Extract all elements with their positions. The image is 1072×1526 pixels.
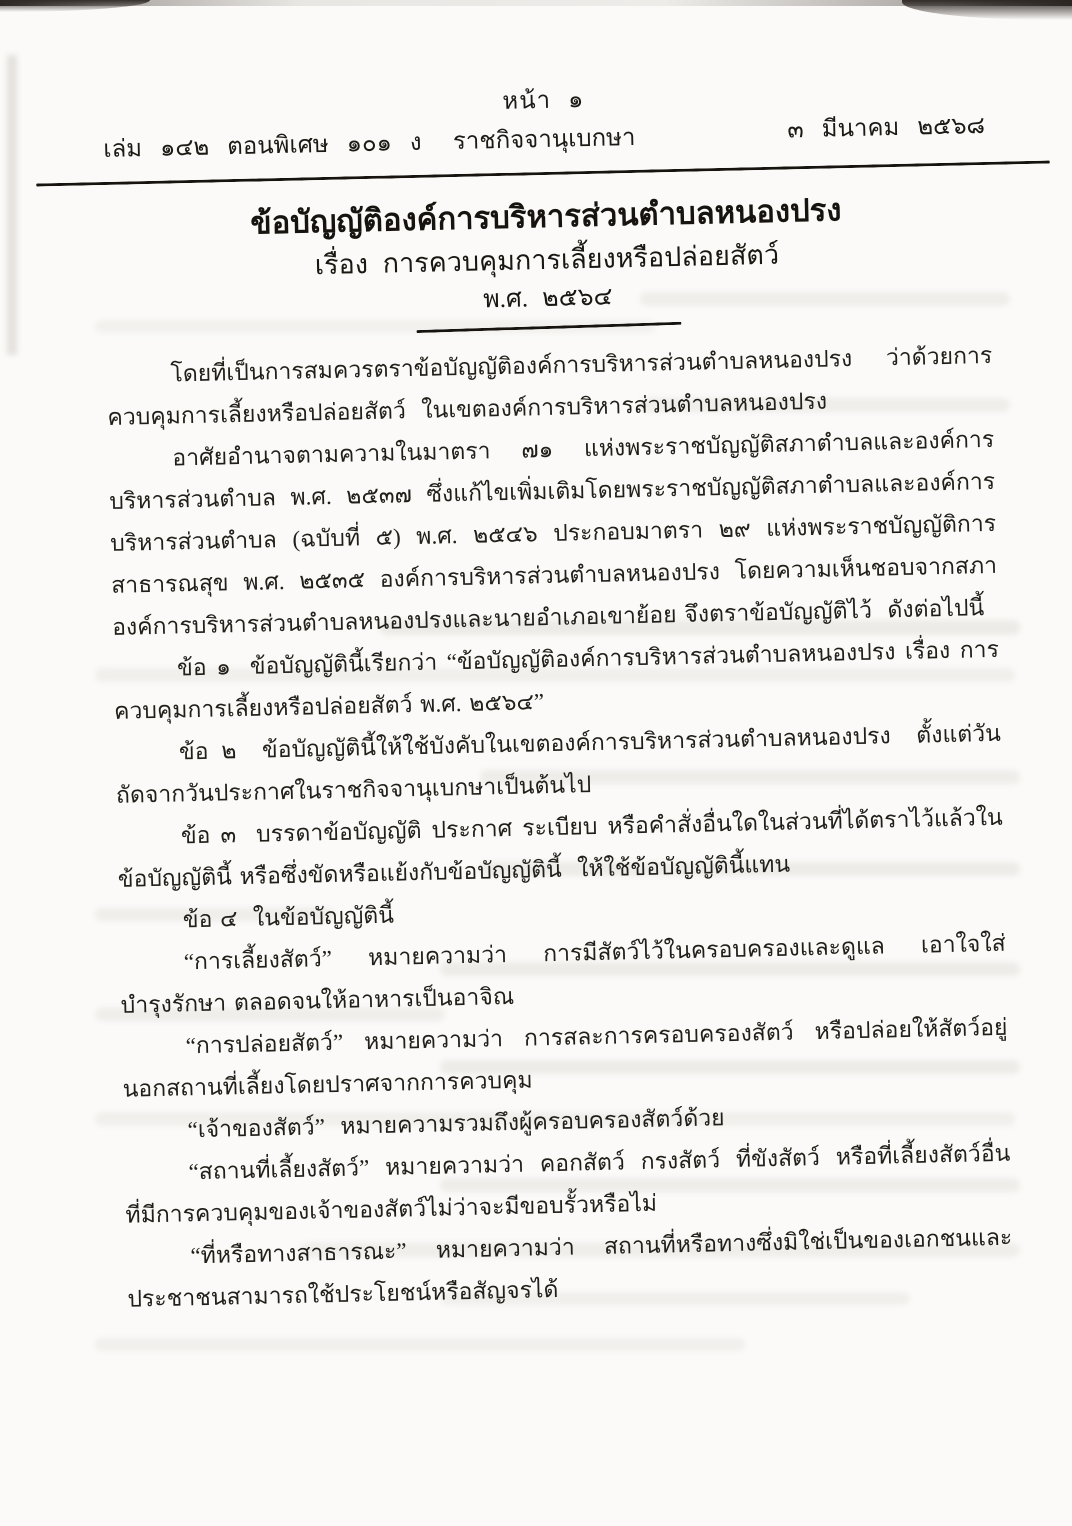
document-body — [106, 335, 1022, 1321]
body-paragraph: “สถานที่เลี้ยงสัตว์” หมายความว่า คอกสัตว์ กรงสัตว์ ที่ขังสัตว์ หรือที่เลี้ยงสัตว์อื่นที่มีการควบคุมของเจ้าของสัตว์ไม่ว่าจะมีขอบรั้วหรือไม่ — [125, 1140, 1011, 1228]
scan-edge-top-right — [902, 0, 1072, 20]
body-paragraph: “เจ้าของสัตว์” หมายความรวมถึงผู้ครอบครองสัตว์ด้วย — [187, 1105, 725, 1143]
document-sheet — [100, 76, 1022, 1321]
body-paragraph: ข้อ ๒ ข้อบัญญัตินี้ให้ใช้บังคับในเขตองค์การบริหารส่วนตำบลหนองปรง ตั้งแต่วันถัดจากวันประกาศในราชกิจจานุเบกษาเป็นต้นไป — [115, 720, 1002, 808]
gazette-name: ราชกิจจานุเบกษา — [452, 124, 636, 156]
scan-edge-left-streak — [7, 55, 17, 355]
body-paragraph: “การเลี้ยงสัตว์” หมายความว่า การมีสัตว์ไว้ในครอบครองและดูแล เอาใจใส่ บำรุงรักษา ตลอดจนให้อาหารเป็นอาจิณ — [120, 930, 1022, 1018]
bleed-through-artifact — [95, 1338, 745, 1351]
body-paragraph: โดยที่เป็นการสมควรตราข้อบัญญัติองค์การบริหารส่วนตำบลหนองปรง ว่าด้วยการควบคุมการเลี้ยงหรือปล่อยสัตว์ ในเขตองค์การบริหารส่วนตำบลหนองปรง — [107, 342, 993, 430]
volume-label: เล่ม ๑๔๒ ตอนพิเศษ ๑๐๑ ง — [103, 129, 422, 163]
body-paragraph: อาศัยอำนาจตามความในมาตรา ๗๑ แห่งพระราชบัญญัติสภาตำบลและองค์การบริหารส่วนตำบล พ.ศ. ๒๕๓๗ ซึ่งแก้ไขเพิ่มเติมโดยพระราชบัญญัติสภาตำบลและองค์การบริหารส่วนตำบล (ฉบับที่ ๕) พ.ศ. ๒๕๔๖ ประกอบมาตรา ๒๙ แห่งพระราชบัญญัติการสาธารณสุข พ.ศ. ๒๕๓๕ องค์การบริหารส่วนตำบลหนองปรง โดยความเห็นชอบจากสภาองค์การบริหารส่วนตำบลหนองปรงและนายอำเภอเขาย้อย จึงตราข้อบัญญัติไว้ ดังต่อไปนี้ — [109, 426, 998, 640]
page-number-label: หน้า ๑ — [502, 87, 585, 115]
scan-edge-top-left — [0, 0, 150, 12]
document-year: พ.ศ. ๒๕๖๔ — [482, 283, 613, 314]
body-paragraph: ข้อ ๓ บรรดาข้อบัญญัติ ประกาศ ระเบียบ หรือคำสั่งอื่นใดในส่วนที่ได้ตราไว้แล้วในข้อบัญญัตินี้ หรือซึ่งขัดหรือแย้งกับข้อบัญญัตินี้ ให้ใช้ข้อบัญญัตินี้แทน — [117, 804, 1003, 892]
body-paragraph: “ที่หรือทางสาธารณะ” หมายความว่า สถานที่หรือทางซึ่งมิใช่เป็นของเอกชนและประชาชนสามารถใช้ประโยชน์หรือสัญจรได้ — [127, 1224, 1013, 1312]
body-paragraph: ข้อ ๑ ข้อบัญญัตินี้เรียกว่า “ข้อบัญญัติองค์การบริหารส่วนตำบลหนองปรง เรื่อง การควบคุมการเลี้ยงหรือปล่อยสัตว์ พ.ศ. ๒๕๖๔” — [113, 636, 1000, 724]
body-paragraph: ข้อ ๔ ในข้อบัญญัตินี้ — [182, 902, 395, 933]
document-subject: เรื่อง การควบคุมการเลี้ยงหรือปล่อยสัตว์ — [314, 239, 780, 281]
title-divider — [416, 322, 681, 333]
body-paragraph: “การปล่อยสัตว์” หมายความว่า การสละการครอบครองสัตว์ หรือปล่อยให้สัตว์อยู่นอกสถานที่เลี้ยงโดยปราศจากการควบคุม — [122, 1014, 1008, 1102]
document-title: ข้อบัญญัติองค์การบริหารส่วนตำบลหนองปรง — [250, 192, 842, 241]
publication-date: ๓ มีนาคม ๒๕๖๘ — [787, 112, 986, 144]
